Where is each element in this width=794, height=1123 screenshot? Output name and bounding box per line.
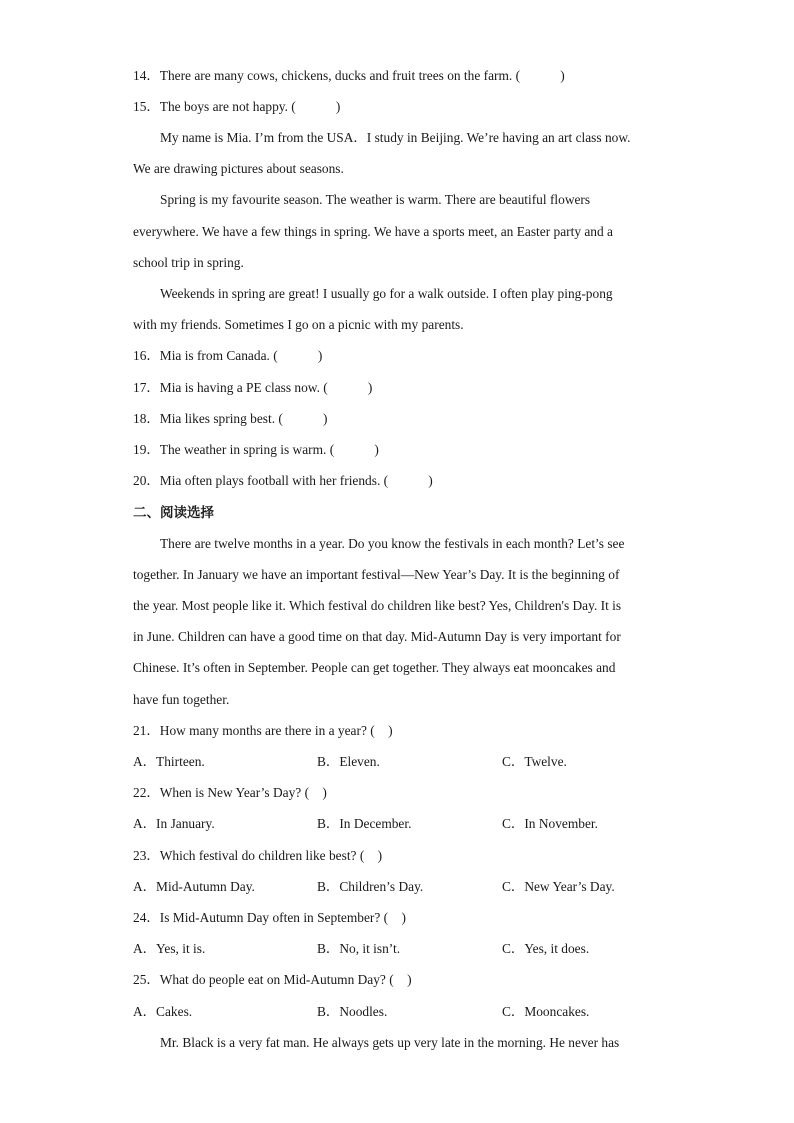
passage-line: Mr. Black is a very fat man. He always gets up very late in the morning. He never has [160,1035,620,1050]
passage-line: There are twelve months in a year. Do you know the festivals in each month? Let’s see [160,536,625,551]
option-b[interactable]: B．No, it isn’t. [317,941,401,956]
question-14 [133,66,664,86]
option-a[interactable]: A．Yes, it is. [133,941,206,956]
option-b[interactable]: B．Eleven. [317,754,380,769]
question-number: 15． [133,99,160,114]
passage-line: in June. Children can have a good time on that day. Mid-Autumn Day is very important for [133,629,621,644]
option-c[interactable]: C．Yes, it does. [502,941,590,956]
options-row [133,939,664,959]
options-row [133,877,664,897]
question-text: The weather in spring is warm. ( ) [159,442,379,457]
option-b[interactable]: B．Noodles. [317,1004,388,1019]
question-21 [133,721,664,741]
option-a[interactable]: A．In January. [133,816,215,831]
question-number: 25． [133,972,160,987]
question-18 [133,409,664,429]
question-25 [133,970,664,990]
question-text: Mia is from Canada. ( ) [159,348,323,363]
question-number: 23． [133,848,160,863]
question-20 [133,471,664,491]
option-c[interactable]: C．In November. [502,816,598,831]
question-number: 16． [133,348,160,363]
question-number: 22． [133,785,160,800]
question-number: 24． [133,910,160,925]
passage-line: We are drawing pictures about seasons. [133,161,344,176]
option-c[interactable]: C．Twelve. [502,754,567,769]
question-text: When is New Year’s Day? ( ) [159,785,327,800]
question-number: 20． [133,473,160,488]
option-a[interactable]: A．Cakes. [133,1004,193,1019]
option-b[interactable]: B．In December. [317,816,412,831]
passage-line: My name is Mia. I’m from the USA．I study in Beijing. We’re having an art class now. [160,130,631,145]
question-15 [133,97,664,117]
question-22 [133,783,664,803]
question-text: Mia is having a PE class now. ( ) [159,380,373,395]
options-row [133,752,664,772]
question-text: Mia likes spring best. ( ) [159,411,328,426]
question-text: Mia often plays football with her friends. ( ) [159,473,433,488]
passage-line: Spring is my favourite season. The weather is warm. There are beautiful flowers [160,192,591,207]
question-16 [133,346,664,366]
question-text: Is Mid-Autumn Day often in September? ( ) [159,910,406,925]
passage-line: Chinese. It’s often in September. People can get together. They always eat mooncakes and [133,660,616,675]
section-heading: 二、阅读选择 [133,505,214,521]
options-row [133,1002,664,1022]
question-17 [133,378,664,398]
question-number: 14． [133,68,160,83]
question-24 [133,908,664,928]
option-b[interactable]: B．Children’s Day. [317,879,424,894]
passage-line: the year. Most people like it. Which festival do children like best? Yes, Children's Day. It is [133,598,622,613]
question-text: What do people eat on Mid-Autumn Day? ( ) [159,972,412,987]
question-number: 21． [133,723,160,738]
question-text: Which festival do children like best? ( ) [159,848,383,863]
question-text: There are many cows, chickens, ducks and fruit trees on the farm. ( ) [159,68,565,83]
options-row [133,814,664,834]
option-c[interactable]: C．New Year’s Day. [502,879,615,894]
question-text: The boys are not happy. ( ) [159,99,341,114]
passage-line: have fun together. [133,692,230,707]
question-number: 18． [133,411,160,426]
option-c[interactable]: C．Mooncakes. [502,1004,590,1019]
question-19 [133,440,664,460]
question-text: How many months are there in a year? ( ) [159,723,393,738]
passage-line: everywhere. We have a few things in spring. We have a sports meet, an Easter party and a [133,224,613,239]
passage-line: with my friends. Sometimes I go on a picnic with my parents. [133,317,464,332]
option-a[interactable]: A．Thirteen. [133,754,205,769]
option-a[interactable]: A．Mid-Autumn Day. [133,879,255,894]
question-number: 19． [133,442,160,457]
question-number: 17． [133,380,160,395]
passage-line: school trip in spring. [133,255,244,270]
passage-line: Weekends in spring are great! I usually go for a walk outside. I often play ping-pong [160,286,613,301]
question-23 [133,846,664,866]
passage-line: together. In January we have an important festival—New Year’s Day. It is the beginning of [133,567,620,582]
